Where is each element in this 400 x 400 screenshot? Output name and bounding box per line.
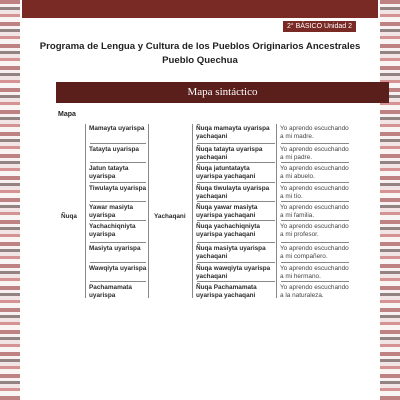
row-separator [90,242,146,243]
grade-badge: 2° BÁSICO Unidad 2 [283,21,356,32]
object-cell: Masiyta uyarispa [89,245,141,252]
sentence-cell: Ñuqa yachachiqniyta uyarispa yachaqani [196,223,260,238]
row-separator [281,162,349,163]
translation-cell: Yo aprendo escuchando a mi tío. [280,185,349,200]
row-separator [90,182,146,183]
object-cell: Tiwulayta uyarispa [89,185,147,192]
object-cell: Jatun tatayta uyarispa [89,165,129,180]
sentence-cell: Ñuqa masiyta uyarispa yachaqani [196,245,266,260]
sentence-cell: Ñuqa tatayta uyarispa yachaqani [196,146,263,161]
translation-cell: Yo aprendo escuchando a mi padre. [280,146,349,161]
row-separator [281,281,349,282]
row-separator [281,242,349,243]
top-bar [22,0,378,18]
sentence-cell: Ñuqa tiwulayta uyarispa yachaqani [196,185,270,200]
sentence-cell: Ñuqa wawqiyta uyarispa yachaqani [196,265,271,280]
row-separator [281,143,349,144]
translation-cell: Yo aprendo escuchando a mi abuelo. [280,165,349,180]
verb-cell: Yachaqani [154,213,186,220]
row-separator [197,262,275,263]
row-separator [197,220,275,221]
row-separator [90,143,146,144]
translation-cell: Yo aprendo escuchando a mi madre. [280,125,349,140]
divider-subject [85,124,86,298]
translation-cell: Yo aprendo escuchando a la naturaleza. [280,284,349,299]
sentence-cell: Ñuqa Pachamamata uyarispa yachaqani [196,284,257,299]
row-separator [197,201,275,202]
map-label: Mapa [58,111,76,118]
row-separator [197,182,275,183]
object-cell: Wawqiyta uyarispa [89,265,147,272]
row-separator [281,262,349,263]
object-cell: Mamayta uyarispa [89,125,145,132]
row-separator [197,143,275,144]
translation-cell: Yo aprendo escuchando a mi profesor. [280,223,349,238]
translation-cell: Yo aprendo escuchando a mi compañero. [280,245,349,260]
divider-verb [192,124,193,298]
row-separator [197,242,275,243]
row-separator [281,201,349,202]
subject-cell: Ñuqa [61,213,77,220]
object-cell: Yawar masiyta uyarispa [89,204,134,219]
row-separator [197,281,275,282]
object-cell: Yachachiqniyta uyarispa [89,223,136,238]
translation-cell: Yo aprendo escuchando a mi hermano. [280,265,349,280]
sentence-cell: Ñuqa jatuntatayta uyarispa yachaqani [196,165,256,180]
row-separator [281,182,349,183]
row-separator [90,262,146,263]
row-separator [90,162,146,163]
sentence-cell: Ñuqa mamayta uyarispa yachaqani [196,125,270,140]
row-separator [197,162,275,163]
row-separator [90,281,146,282]
object-cell: Tatayta uyarispa [89,146,139,153]
row-separator [281,220,349,221]
people-title: Pueblo Quechua [162,55,238,66]
section-banner: Mapa sintáctico [56,82,389,103]
row-separator [90,220,146,221]
syntactic-map [56,118,389,304]
divider-sentence [276,124,277,298]
translation-cell: Yo aprendo escuchando a mi familia. [280,204,349,219]
sentence-cell: Ñuqa yawar masiyta uyarispa yachaqani [196,204,258,219]
object-cell: Pachamamata uyarispa [89,284,132,299]
program-title: Programa de Lengua y Cultura de los Pueblos Originarios Ancestrales [39,41,361,52]
divider-object [148,124,149,298]
row-separator [90,201,146,202]
